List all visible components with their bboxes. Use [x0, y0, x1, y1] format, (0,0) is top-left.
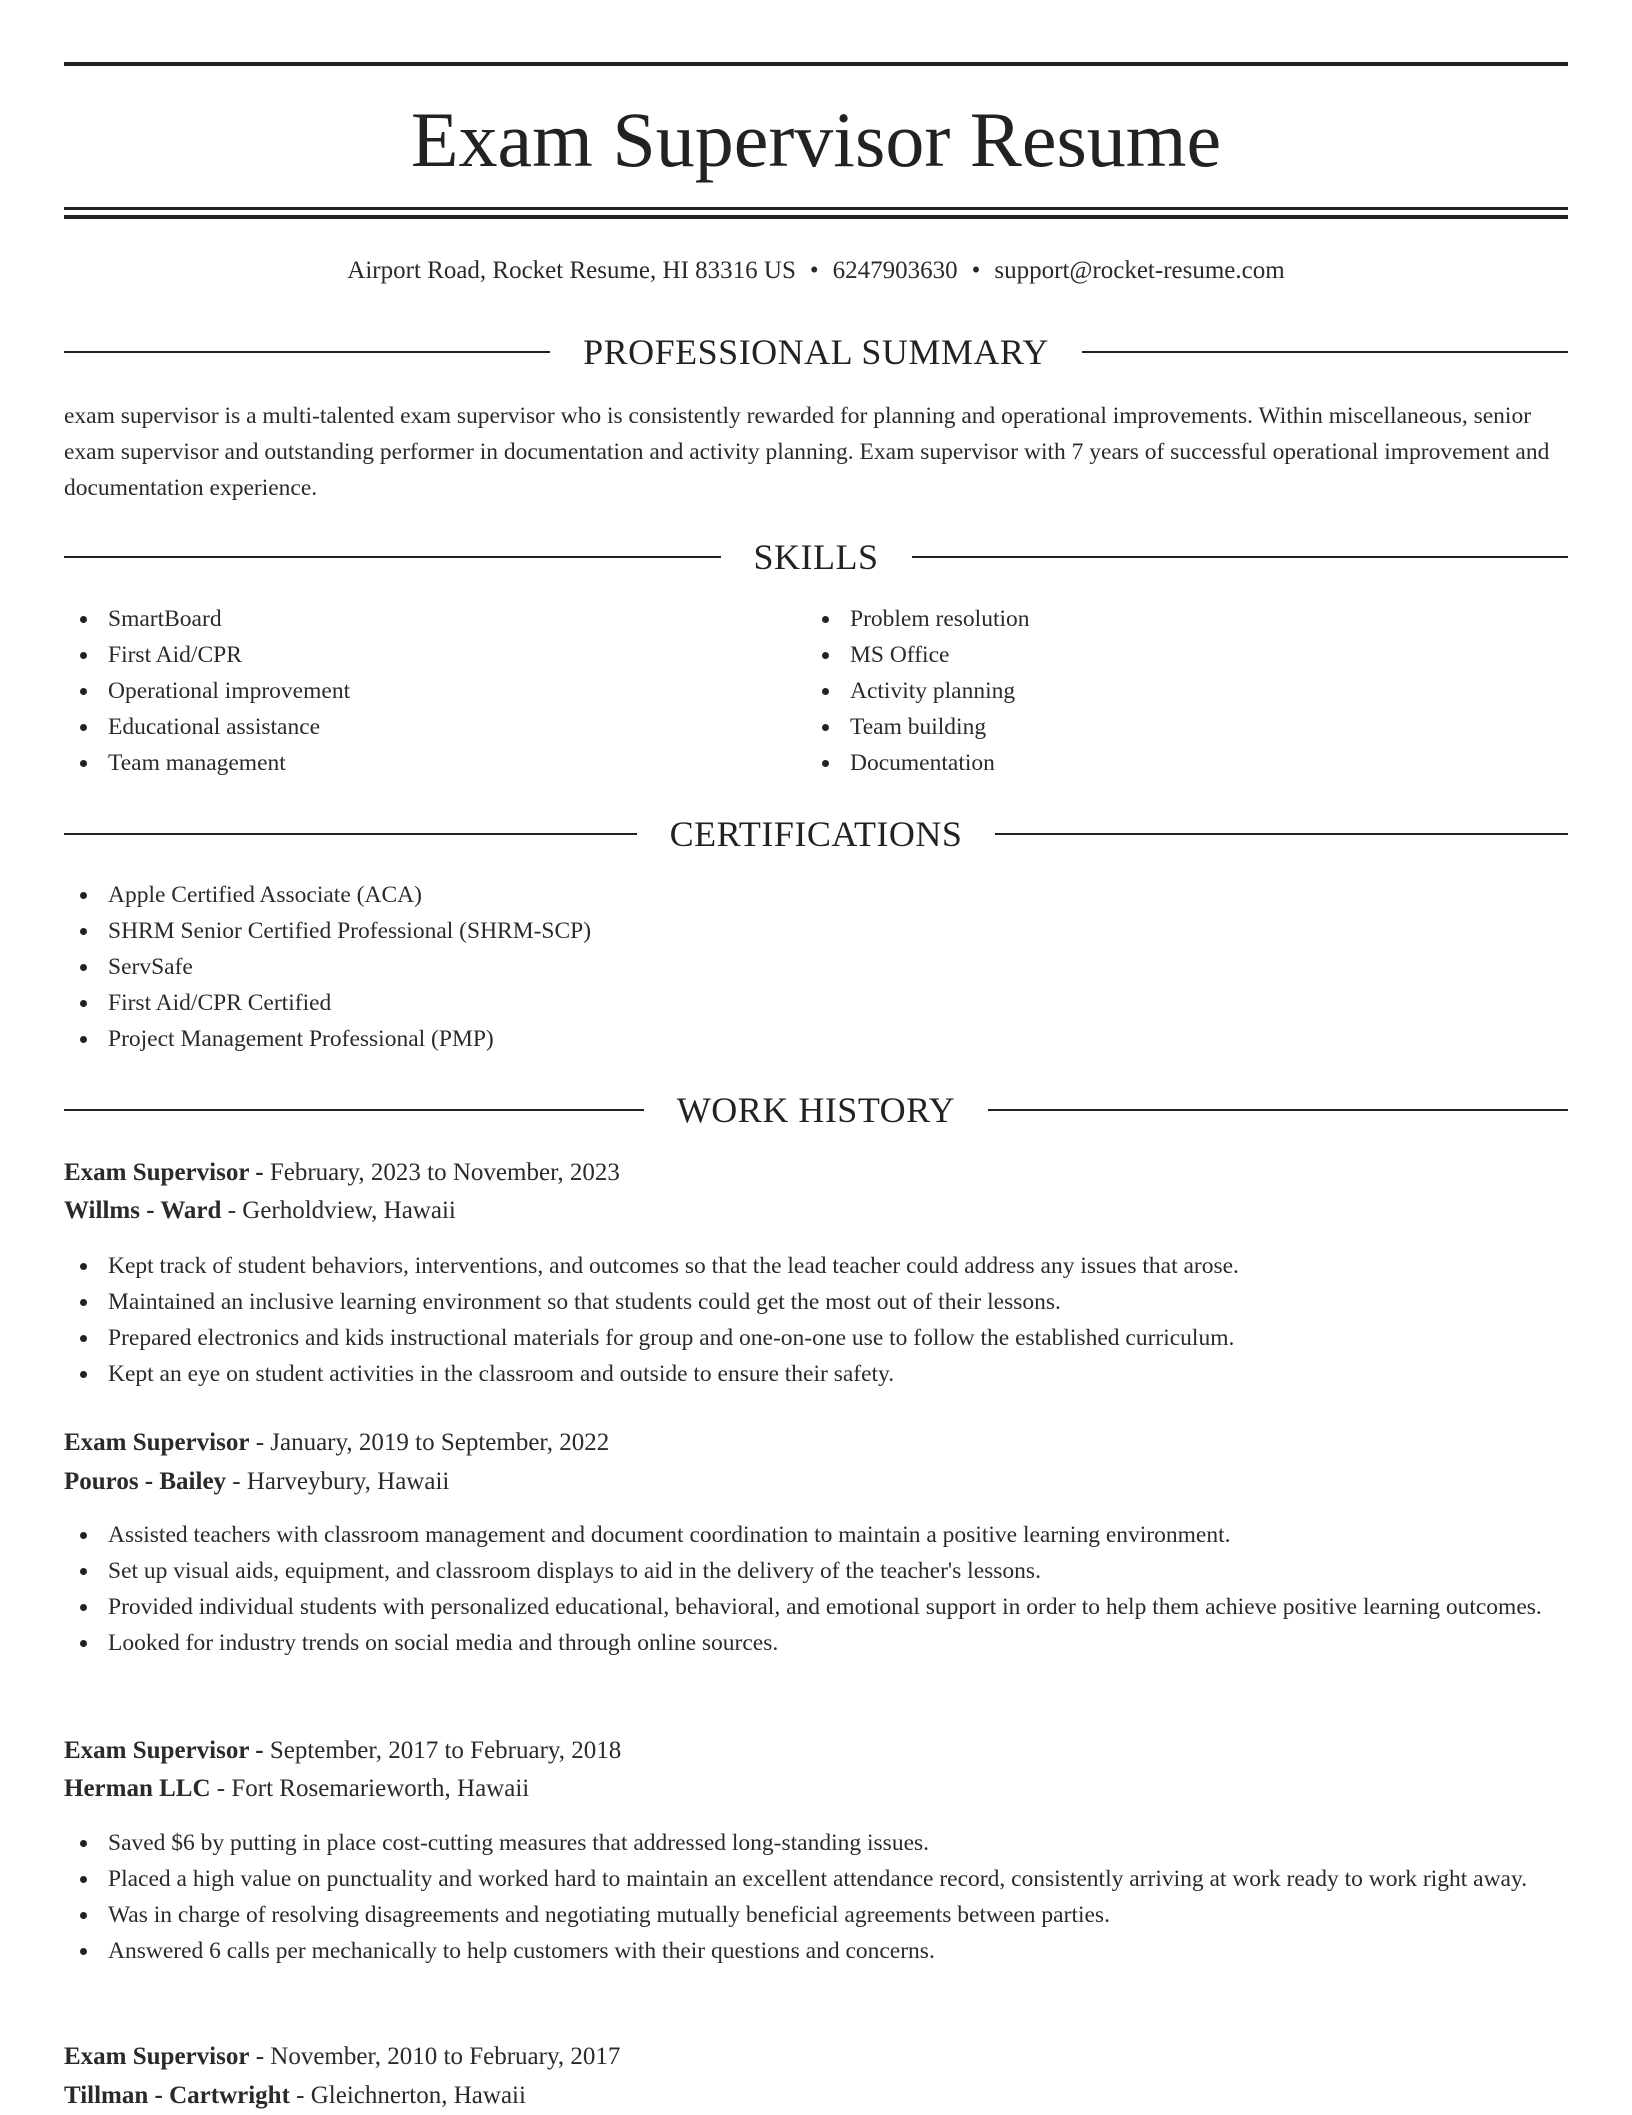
job-title-line: Exam Supervisor - September, 2017 to February, 2018 [64, 1737, 622, 1764]
job-dates: January, 2019 to September, 2022 [270, 1429, 610, 1456]
job-title: Exam Supervisor [64, 1737, 249, 1764]
job-title-line: Exam Supervisor - January, 2019 to September, 2022 [64, 1429, 610, 1456]
skill-item: MS Office [806, 637, 1546, 673]
job-duty-item: Maintained an inclusive learning environment so that students could get the most out of their lessons. [64, 1284, 1568, 1320]
job-location: Harveybury, Hawaii [246, 1468, 450, 1495]
job-title: Exam Supervisor [64, 1429, 250, 1456]
certifications-list [64, 877, 1568, 1057]
section-divider [995, 833, 1568, 835]
skill-item: Documentation [806, 745, 1546, 781]
job-duties-list [64, 1825, 1568, 1969]
certification-item: Apple Certified Associate (ACA) [64, 877, 1568, 913]
job-duty-item: Placed a high value on punctuality and worked hard to maintain an excellent attendance record, consistently arriving at work ready to work right away. [64, 1861, 1568, 1897]
section-divider [64, 556, 721, 558]
section-heading-summary [64, 330, 1568, 374]
skill-item: Educational assistance [64, 709, 804, 745]
job-company: Herman LLC [64, 1775, 211, 1802]
section-divider [988, 1109, 1568, 1111]
section-divider [912, 556, 1569, 558]
resume-title: Exam Supervisor Resume [410, 96, 1222, 183]
contact-separator: • [809, 257, 819, 284]
job-duty-item: Assisted teachers with classroom management and document coordination to maintain a positive learning environment. [64, 1517, 1568, 1553]
section-divider [1082, 351, 1568, 353]
job-duty-item: Set up visual aids, equipment, and classroom displays to aid in the delivery of the teacher's lessons. [64, 1553, 1568, 1589]
skill-item: First Aid/CPR [64, 637, 804, 673]
contact-phone: 6247903630 [832, 257, 958, 284]
job-title-line: Exam Supervisor - November, 2010 to February, 2017 [64, 2043, 621, 2070]
header-bottom-rule [64, 207, 1568, 210]
contact-line [64, 254, 1568, 288]
job-company-line: Herman LLC - Fort Rosemarieworth, Hawaii [64, 1775, 530, 1802]
skill-item: Team management [64, 745, 804, 781]
job-location: Fort Rosemarieworth, Hawaii [231, 1775, 530, 1802]
section-heading-work-history [64, 1088, 1568, 1132]
section-heading-skills [64, 535, 1568, 579]
certification-item: SHRM Senior Certified Professional (SHRM-SCP) [64, 913, 1568, 949]
job-title: Exam Supervisor [64, 1159, 249, 1186]
job-duties-list [64, 1517, 1568, 1661]
job-duty-item: Provided individual students with personalized educational, behavioral, and emotional support in order to help them achieve positive learning outcomes. [64, 1589, 1568, 1625]
skills-list-right [806, 601, 1546, 781]
job-company: Pouros - Bailey [64, 1468, 227, 1495]
job-location: Gerholdview, Hawaii [242, 1197, 456, 1224]
job-duty-item: Prepared electronics and kids instructional materials for group and one-on-one use to follow the established curriculum. [64, 1320, 1568, 1356]
certification-item: ServSafe [64, 949, 1568, 985]
section-heading-label: PROFESSIONAL SUMMARY [583, 332, 1049, 372]
job-company: Tillman - Cartwright [64, 2082, 290, 2109]
job-company-line: Pouros - Bailey - Harveybury, Hawaii [64, 1468, 450, 1495]
job-dates: February, 2023 to November, 2023 [269, 1159, 620, 1186]
job-title: Exam Supervisor [64, 2043, 250, 2070]
job-duty-item: Was in charge of resolving disagreements and negotiating mutually beneficial agreements between parties. [64, 1897, 1568, 1933]
summary-text: exam supervisor is a multi-talented exam supervisor who is consistently rewarded for planning and operational improvements. Within miscellaneous, senior exam supervisor and outstanding performer in documentation and activity planning. Exam supervisor with 7 years of successful operational improvement and documentation experience. [64, 403, 1550, 501]
certification-item: Project Management Professional (PMP) [64, 1021, 1568, 1057]
job-title-line: Exam Supervisor - February, 2023 to November, 2023 [64, 1159, 620, 1186]
section-heading-certifications [64, 812, 1568, 856]
contact-separator: • [971, 257, 981, 284]
job-duty-item: Kept an eye on student activities in the classroom and outside to ensure their safety. [64, 1356, 1568, 1392]
certification-item: First Aid/CPR Certified [64, 985, 1568, 1021]
section-heading-label: CERTIFICATIONS [669, 814, 963, 854]
header-top-rule [64, 62, 1568, 66]
skill-item: Operational improvement [64, 673, 804, 709]
job-location: Gleichnerton, Hawaii [310, 2082, 526, 2109]
skill-item: Activity planning [806, 673, 1546, 709]
contact-email: support@rocket-resume.com [994, 257, 1285, 284]
skills-list-left [64, 601, 804, 781]
job-duty-item: Saved $6 by putting in place cost-cutting measures that addressed long-standing issues. [64, 1825, 1568, 1861]
skill-item: Problem resolution [806, 601, 1546, 637]
job-company: Willms - Ward [64, 1197, 222, 1224]
job-dates: September, 2017 to February, 2018 [269, 1737, 622, 1764]
section-divider [64, 351, 550, 353]
section-divider [64, 1109, 644, 1111]
skill-item: SmartBoard [64, 601, 804, 637]
section-heading-label: SKILLS [753, 537, 879, 577]
section-heading-label: WORK HISTORY [676, 1090, 956, 1130]
section-divider [64, 833, 637, 835]
job-company-line: Willms - Ward - Gerholdview, Hawaii [64, 1197, 456, 1224]
skill-item: Team building [806, 709, 1546, 745]
contact-address: Airport Road, Rocket Resume, HI 83316 US [347, 257, 796, 284]
header-bottom-rule [64, 215, 1568, 219]
job-duty-item: Answered 6 calls per mechanically to help customers with their questions and concerns. [64, 1933, 1568, 1969]
job-duty-item: Kept track of student behaviors, interventions, and outcomes so that the lead teacher could address any issues that arose. [64, 1248, 1568, 1284]
job-company-line: Tillman - Cartwright - Gleichnerton, Hawaii [64, 2082, 526, 2109]
job-duty-item: Looked for industry trends on social media and through online sources. [64, 1625, 1568, 1661]
job-dates: November, 2010 to February, 2017 [270, 2043, 621, 2070]
job-duties-list [64, 1248, 1568, 1392]
